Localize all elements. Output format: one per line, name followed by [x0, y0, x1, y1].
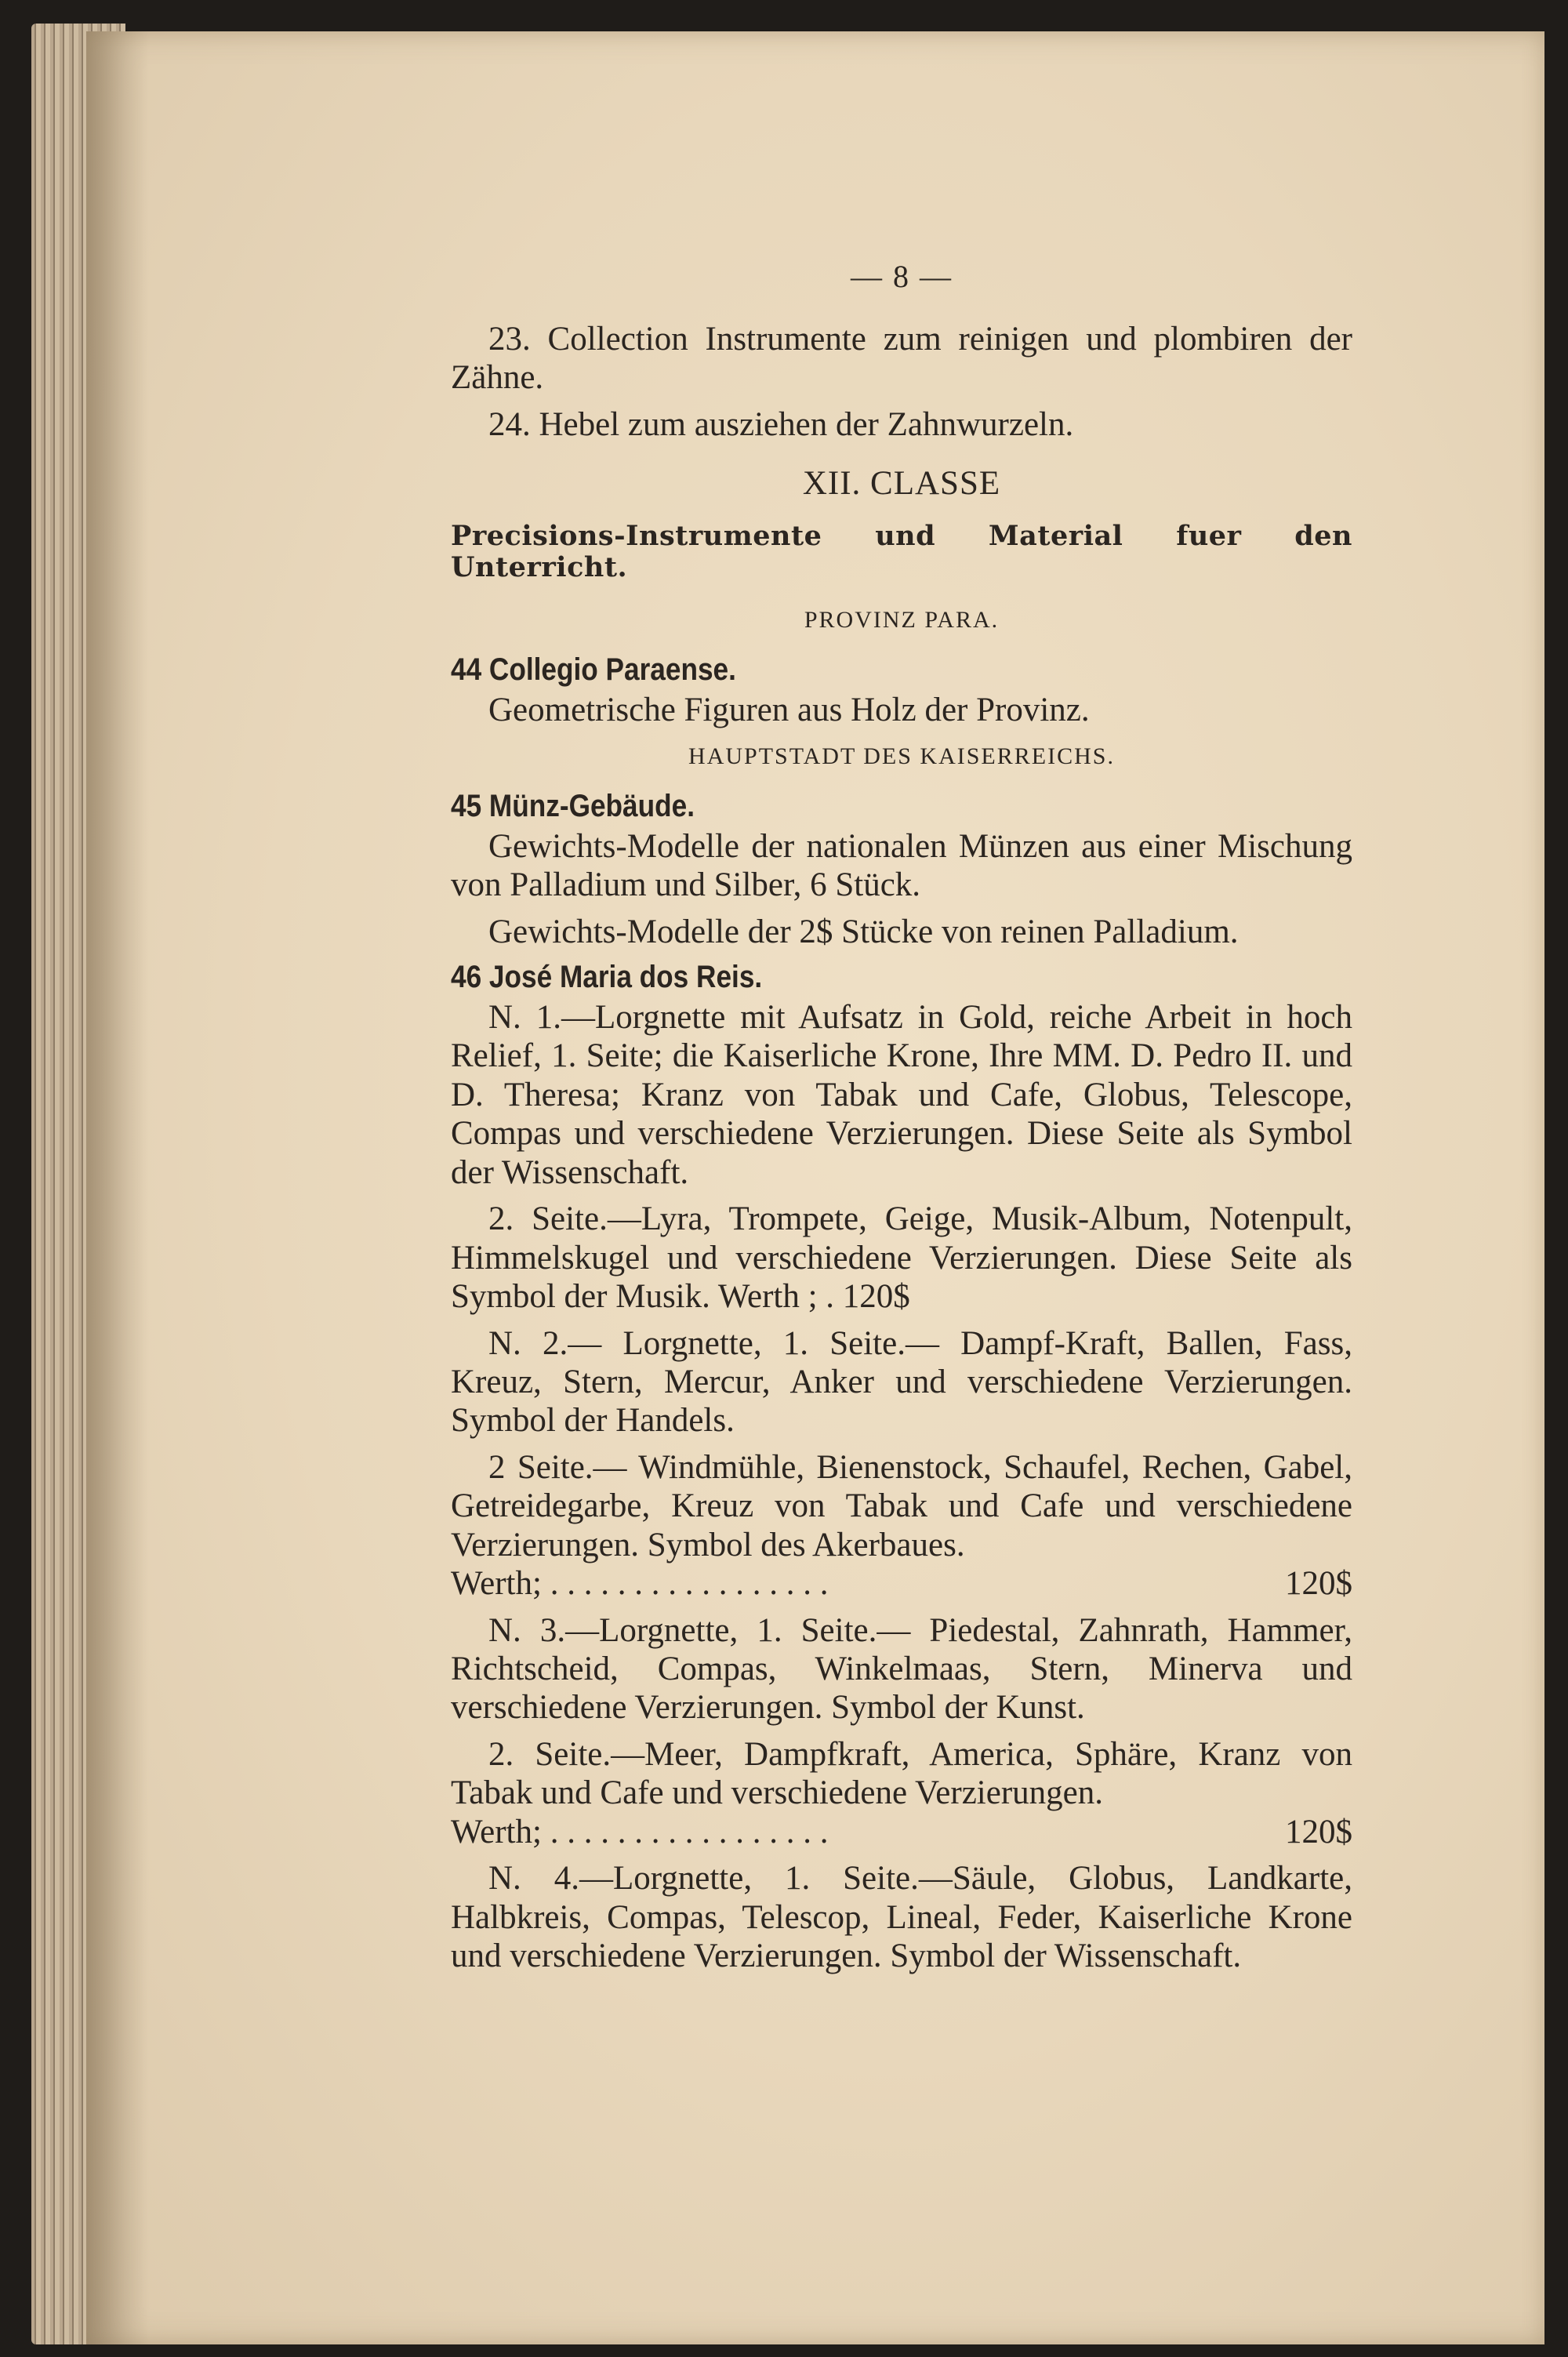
n3-value-line	[451, 1813, 1352, 1851]
n2-value-label: Werth; . . . . . . . . . . . . . . . . .	[451, 1565, 829, 1603]
n1-side-2: 2. Seite.—Lyra, Trompete, Geige, Musik-Album, Notenpult, Himmelskugel und verschiedene Verzierungen. Diese Seite als Symbol der Musik. Werth ; . 120$	[451, 1200, 1352, 1316]
exhibitor-46: 46 José Maria dos Reis.	[451, 960, 763, 994]
n3-value: 120$	[1285, 1813, 1352, 1850]
page-text-block	[451, 259, 1352, 1984]
n1-side-1: N. 1.—Lorgnette mit Aufsatz in Gold, reiche Arbeit in hoch Relief, 1. Seite; die Kaiserliche Krone, Ihre MM. D. Pedro II. und D. Theresa; Kranz von Tabak und Cafe, Globus, Telescope, Compas und verschiedene Verzierungen. Diese Seite als Symbol der Wissenschaft.	[451, 999, 1352, 1191]
item-24: 24. Hebel zum ausziehen der Zahnwurzeln.	[488, 405, 1074, 443]
n3-side-2: 2. Seite.—Meer, Dampfkraft, America, Sphäre, Kranz von Tabak und Cafe und verschiedene Verzierungen.	[451, 1735, 1352, 1812]
class-heading: XII. CLASSE	[802, 465, 1001, 503]
item-45-text-1: Gewichts-Modelle der nationalen Münzen aus einer Mischung von Palladium und Silber, 6 Stück.	[451, 827, 1352, 904]
n2-side-2: 2 Seite.— Windmühle, Bienenstock, Schaufel, Rechen, Gabel, Getreidegarbe, Kreuz von Tabak und Cafe und verschiedene Verzierungen. Symbol des Akerbaues.	[451, 1448, 1352, 1563]
n2-value-line	[451, 1564, 1352, 1603]
exhibitor-44: 44 Collegio Paraense.	[451, 652, 736, 687]
n2-value: 120$	[1285, 1565, 1352, 1603]
n3-side-1: N. 3.—Lorgnette, 1. Seite.— Piedestal, Zahnrath, Hammer, Richtscheid, Compas, Winkelmaas, Stern, Minerva und verschiedene Verzierungen. Symbol der Kunst.	[451, 1611, 1352, 1727]
capital-heading: HAUPTSTADT DES KAISERREICHS.	[688, 743, 1115, 770]
page-number: — 8 —	[851, 259, 953, 294]
n3-value-label: Werth; . . . . . . . . . . . . . . . . .	[451, 1813, 829, 1850]
item-23: 23. Collection Instrumente zum reinigen und plombiren der Zähne.	[451, 321, 1352, 397]
item-44-text: Geometrische Figuren aus Holz der Provinz.	[488, 691, 1090, 728]
exhibitor-45: 45 Münz-Gebäude.	[451, 788, 695, 823]
gutter-shadow	[86, 31, 149, 2344]
n2-side-1: N. 2.— Lorgnette, 1. Seite.— Dampf-Kraft, Ballen, Fass, Kreuz, Stern, Mercur, Anker und verschiedene Verzierungen. Symbol der Handels.	[451, 1324, 1352, 1440]
class-subheading: Precisions-Instrumente und Material fuer den Unterricht.	[451, 519, 1352, 583]
n4-side-1: N. 4.—Lorgnette, 1. Seite.—Säule, Globus, Landkarte, Halbkreis, Compas, Telescop, Lineal, Feder, Kaiserliche Krone und verschiedene Verzierungen. Symbol der Wissenschaft.	[451, 1860, 1352, 1975]
province-heading: PROVINZ PARA.	[804, 607, 1000, 634]
item-45-text-2: Gewichts-Modelle der 2$ Stücke von reinen Palladium.	[488, 913, 1239, 950]
